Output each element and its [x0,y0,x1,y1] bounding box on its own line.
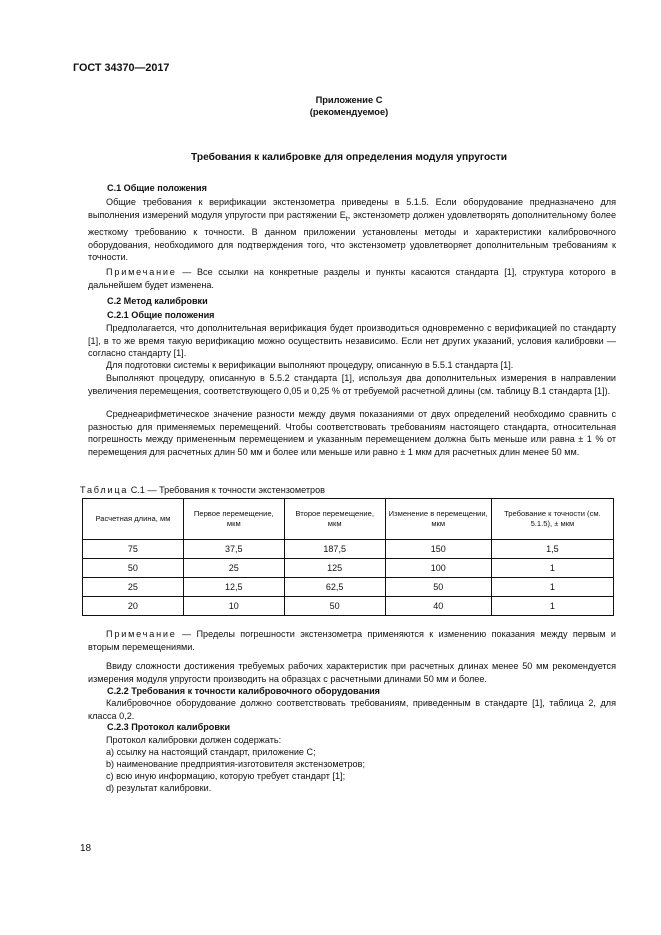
section-heading-c2: С.2 Метод калибровки [107,296,208,306]
table-cell: 1,5 [491,540,613,559]
table-cell: 25 [183,559,284,578]
table-row [83,597,614,616]
subsection-heading-c21: С.2.1 Общие положения [107,310,215,320]
note-c21-table: Примечание — Пределы погрешности экстензометра применяются к изменению показания между первым и вторым перемещениями. [88,629,616,652]
paragraph-c21-4: Среднеарифметическое значение разности между двумя показаниями от двух определений необходимо сравнить с разностью для применяемых перемещений. Чтобы соответствовать требованиям настоящего стандарта, относительная погрешность между примененным перемещением и указанным перемещением должна быть меньше или равна ± 1 % от перемещения для расчетных длин 50 мм и более или меньше или равно ± 1 мкм для расчетных длин менее 50 мм. [88,409,616,457]
table-cell: 12,5 [183,578,284,597]
table-cell: 37,5 [183,540,284,559]
paragraph-c21-1: Предполагается, что дополнительная верификация будет производиться одновременно с верификацией по стандарту [1], в то же время такую верификацию можно осуществить независимо. Если нет других указаний, условия калибровки — согласно стандарту [1]. [88,323,616,359]
table-row [83,578,614,597]
table-cell: 150 [385,540,491,559]
paragraph-c22: Калибровочное оборудование должно соответствовать требованиям, приведенным в стандарте [1], таблица 2, для класса 0,2. [88,698,616,721]
document-id: ГОСТ 34370—2017 [73,62,170,74]
table-cell: 25 [83,578,184,597]
table-header-cell: Первое перемещение, мкм [183,499,284,540]
table-header-cell: Расчетная длина, мм [83,499,184,540]
table-row [83,540,614,559]
table-header-cell: Требование к точности (см. 5.1.5), ± мкм [491,499,613,540]
table-cell: 1 [491,578,613,597]
paragraph-c21-recommendation: Ввиду сложности достижения требуемых рабочих характеристик при расчетных длинах менее 50 мм рекомендуется измерения модуля упругости производить на образцах с расчетными длинами 50 мм и более. [88,661,616,684]
subsection-heading-c22: С.2.2 Требования к точности калибровочного оборудования [107,686,380,696]
paragraph-c21-2: Для подготовки системы к верификации выполняют процедуру, описанную в 5.5.1 стандарта [1]. [106,360,514,370]
table-cell: 50 [385,578,491,597]
table-cell: 75 [83,540,184,559]
table-cell: 1 [491,597,613,616]
list-item: b) наименование предприятия-изготовителя экстензометров; [106,759,365,769]
table-cell: 1 [491,559,613,578]
table-cell: 125 [284,559,385,578]
appendix-status: (рекомендуемое) [309,107,389,117]
list-item: d) результат калибровки. [106,783,212,793]
accuracy-table [82,498,614,616]
subsection-heading-c23: С.2.3 Протокол калибровки [107,722,231,732]
table-row [83,559,614,578]
table-header-cell: Изменение в перемещении, мкм [385,499,491,540]
table-header-row [83,499,614,540]
list-item: a) ссылку на настоящий стандарт, приложение С; [106,747,316,757]
paragraph-c1-general: Общие требования к верификации экстензометра приведены в 5.1.5. Если оборудование предназначено для выполнения измерений модуля упругости при растяжении $E_t$, экстензометр должен удовлетворять дополнительному более жесткому требованию к точности. В данном приложении установлены методы и характеристики калибровочного оборудования, необходимого для подтверждения того, что экстензометр удовлетворяет дополнительным требованиям к точности. [88,197,617,263]
list-item: c) всю иную информацию, которую требует стандарт [1]; [106,771,346,781]
table-caption: Таблица С.1 — Требования к точности экстензометров [80,485,325,495]
table-cell: 50 [284,597,385,616]
table-cell: 50 [83,559,184,578]
table-cell: 100 [385,559,491,578]
section-heading-c1: С.1 Общие положения [107,183,207,193]
table-cell: 40 [385,597,491,616]
table-header-cell: Второе перемещение, мкм [284,499,385,540]
table-cell: 62,5 [284,578,385,597]
page-number: 18 [80,843,92,854]
note-c1: Примечание — Все ссылки на конкретные разделы и пункты касаются стандарта [1], структура которого в дальнейшем будет изменена. [88,267,616,290]
page-title: Требования к калибровке для определения модуля упругости [191,152,507,163]
table-cell: 187,5 [284,540,385,559]
table-cell: 20 [83,597,184,616]
paragraph-c21-3: Выполняют процедуру, описанную в 5.5.2 стандарта [1], используя два дополнительных измерения в направлении увеличения перемещения, соответствующего 0,05 и 0,25 % от требуемой расчетной длины (см. таблицу В.1 стандарта [1]). [88,373,616,396]
paragraph-c23-intro: Протокол калибровки должен содержать: [106,735,282,745]
table-cell: 10 [183,597,284,616]
appendix-label: Приложение С [315,95,383,105]
